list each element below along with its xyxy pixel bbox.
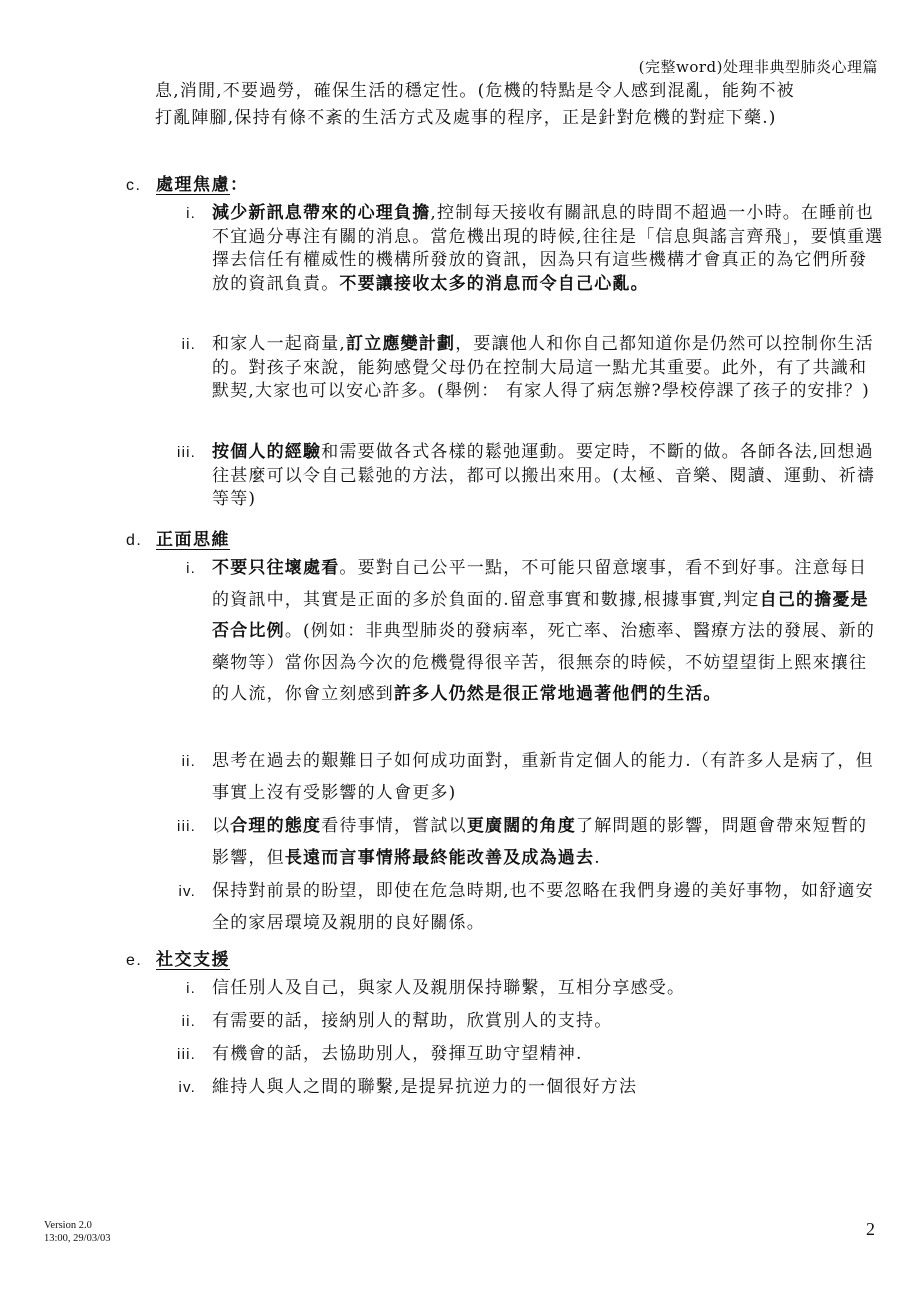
- body-text: 維持人與人之間的聯繫,是提昇抗逆力的一個很好方法: [212, 1077, 638, 1097]
- body-text: 保持對前景的盼望，即使在危急時期,也不要忽略在我們身邊的美好事物，如舒適安全的家居環境及親朋的良好關係。: [212, 881, 874, 933]
- section-heading: 社交支援: [156, 950, 230, 970]
- section-heading-colon: ：: [230, 175, 249, 195]
- document-header: (完整word)处理非典型肺炎心理篇: [638, 58, 878, 76]
- list-item-text: [212, 876, 884, 939]
- section-letter: c.: [126, 177, 142, 194]
- body-text: 了解問題的影響，問題會帶來短暫的影響，但: [212, 816, 868, 868]
- list-item-text: [212, 441, 884, 512]
- list-item: [181, 333, 884, 404]
- list-item-number: i.: [186, 980, 196, 997]
- section-e-title: [126, 945, 230, 970]
- body-text: ,控制每天接收有關訊息的時間不超過一小時。在睡前也不宜過分專注有關的消息。當危機出現的時候,往往是「信息與謠言齊飛」，要慎重選擇去信任有權威性的機構所發放的資訊，因為只有這些機構才會真正的為它們所發放的資訊負責。: [212, 203, 884, 294]
- body-text: 和需要做各式各樣的鬆弛運動。要定時，不斷的做。各師各法,回想過往甚麼可以令自己鬆弛的方法，都可以搬出來用。(太極、音樂、閱讀、運動、祈禱等等): [212, 442, 876, 509]
- emphasis-text: 更廣闊的角度: [466, 816, 577, 836]
- list-item: [186, 553, 884, 711]
- page-number: 2: [866, 1219, 875, 1239]
- list-item-number: ii.: [181, 753, 196, 770]
- list-item-number: iv.: [178, 883, 196, 900]
- body-text: 看待事情，嘗試以: [321, 816, 467, 836]
- body-text: 和家人一起商量,: [212, 334, 347, 354]
- emphasis-text: 按個人的經驗: [212, 442, 322, 462]
- list-item-text: [212, 1007, 884, 1036]
- emphasis-text: 自己的擔憂是否合比例: [212, 589, 869, 641]
- list-item-number: i.: [186, 205, 196, 222]
- emphasis-text: 不要讓接收太多的消息而令自己心亂。: [339, 273, 649, 294]
- section-c-title: [126, 170, 249, 195]
- section-letter: d.: [126, 532, 143, 549]
- list-item-text: [212, 1073, 884, 1102]
- list-item: [177, 441, 884, 512]
- body-text: 有機會的話，去協助別人，發揮互助守望精神.: [212, 1044, 583, 1064]
- list-item-number: iii.: [177, 444, 196, 461]
- intro-line: 息,消閒,不要過勞，確保生活的穩定性。(危機的特點是令人感到混亂，能夠不被: [155, 81, 795, 101]
- section-heading: 正面思維: [156, 530, 230, 550]
- intro-line: 打亂陣腳,保持有條不紊的生活方式及處事的程序，正是針對危機的對症下藥.): [155, 108, 777, 128]
- list-item: [181, 1007, 884, 1036]
- list-item-number: i.: [186, 560, 196, 577]
- list-item: [181, 746, 884, 809]
- list-item-text: [212, 333, 884, 404]
- list-item-text: [212, 202, 884, 296]
- list-item: [186, 974, 884, 1003]
- body-text: 思考在過去的艱難日子如何成功面對，重新肯定個人的能力.（有許多人是病了，但事實上沒有受影響的人會更多): [212, 751, 874, 803]
- version-info: [44, 1219, 111, 1245]
- list-item-number: iv.: [178, 1079, 196, 1096]
- emphasis-text: 減少新訊息帶來的心理負擔: [212, 203, 431, 223]
- emphasis-text: 不要只往壞處看: [212, 558, 340, 578]
- body-text: 信任別人及自己，與家人及親朋保持聯繫，互相分享感受。: [212, 978, 686, 998]
- section-letter: e.: [126, 952, 143, 969]
- list-item-number: iii.: [177, 1046, 196, 1063]
- emphasis-text: 長遠而言事情將最終能改善及成為過去: [284, 847, 595, 868]
- list-item: [178, 876, 884, 939]
- list-item-number: ii.: [181, 336, 196, 353]
- body-text: ，要讓他人和你自己都知道你是仍然可以控制你生活的。對孩子來說，能夠感覺父母仍在控制大局這一點尤其重要。此外，有了共識和默契,大家也可以安心許多。(舉例： 有家人得了病怎辦?學校停課了孩子的安排？): [212, 334, 874, 401]
- list-item-text: [212, 811, 884, 874]
- list-item-number: iii.: [177, 818, 196, 835]
- body-text: 有需要的話，接納別人的幫助，欣賞別人的支持。: [212, 1011, 613, 1031]
- body-text: 以: [212, 816, 231, 836]
- list-item: [186, 202, 884, 296]
- emphasis-text: 合理的態度: [230, 816, 322, 836]
- list-item-text: [212, 974, 884, 1003]
- intro-paragraph: [155, 78, 885, 132]
- version-label: Version 2.0: [44, 1220, 92, 1231]
- list-item-text: [212, 746, 884, 809]
- body-text: 。要對自己公平一點，不可能只留意壞事，看不到好事。注意每日的資訊中，其實是正面的多於負面的.留意事實和數據,根據事實,判定: [212, 558, 868, 610]
- emphasis-text: 訂立應變計劃: [346, 334, 456, 354]
- version-timestamp: 13:00, 29/03/03: [44, 1233, 111, 1244]
- list-item: [178, 1073, 884, 1102]
- section-d-title: [126, 525, 230, 550]
- emphasis-text: 許多人仍然是很正常地過著他們的生活。: [394, 684, 722, 704]
- section-heading: 處理焦慮: [156, 175, 230, 195]
- list-item-text: [212, 1040, 884, 1069]
- list-item: [177, 811, 884, 874]
- list-item-number: ii.: [181, 1013, 196, 1030]
- list-item: [177, 1040, 884, 1069]
- body-text: .: [594, 847, 601, 868]
- body-text: 。(例如：非典型肺炎的發病率，死亡率、治癒率、醫療方法的發展、新的藥物等）當你因為今次的危機覺得很辛苦，很無奈的時候，不妨望望街上熙來攘往的人流，你會立刻感到: [212, 621, 876, 704]
- list-item-text: [212, 553, 884, 711]
